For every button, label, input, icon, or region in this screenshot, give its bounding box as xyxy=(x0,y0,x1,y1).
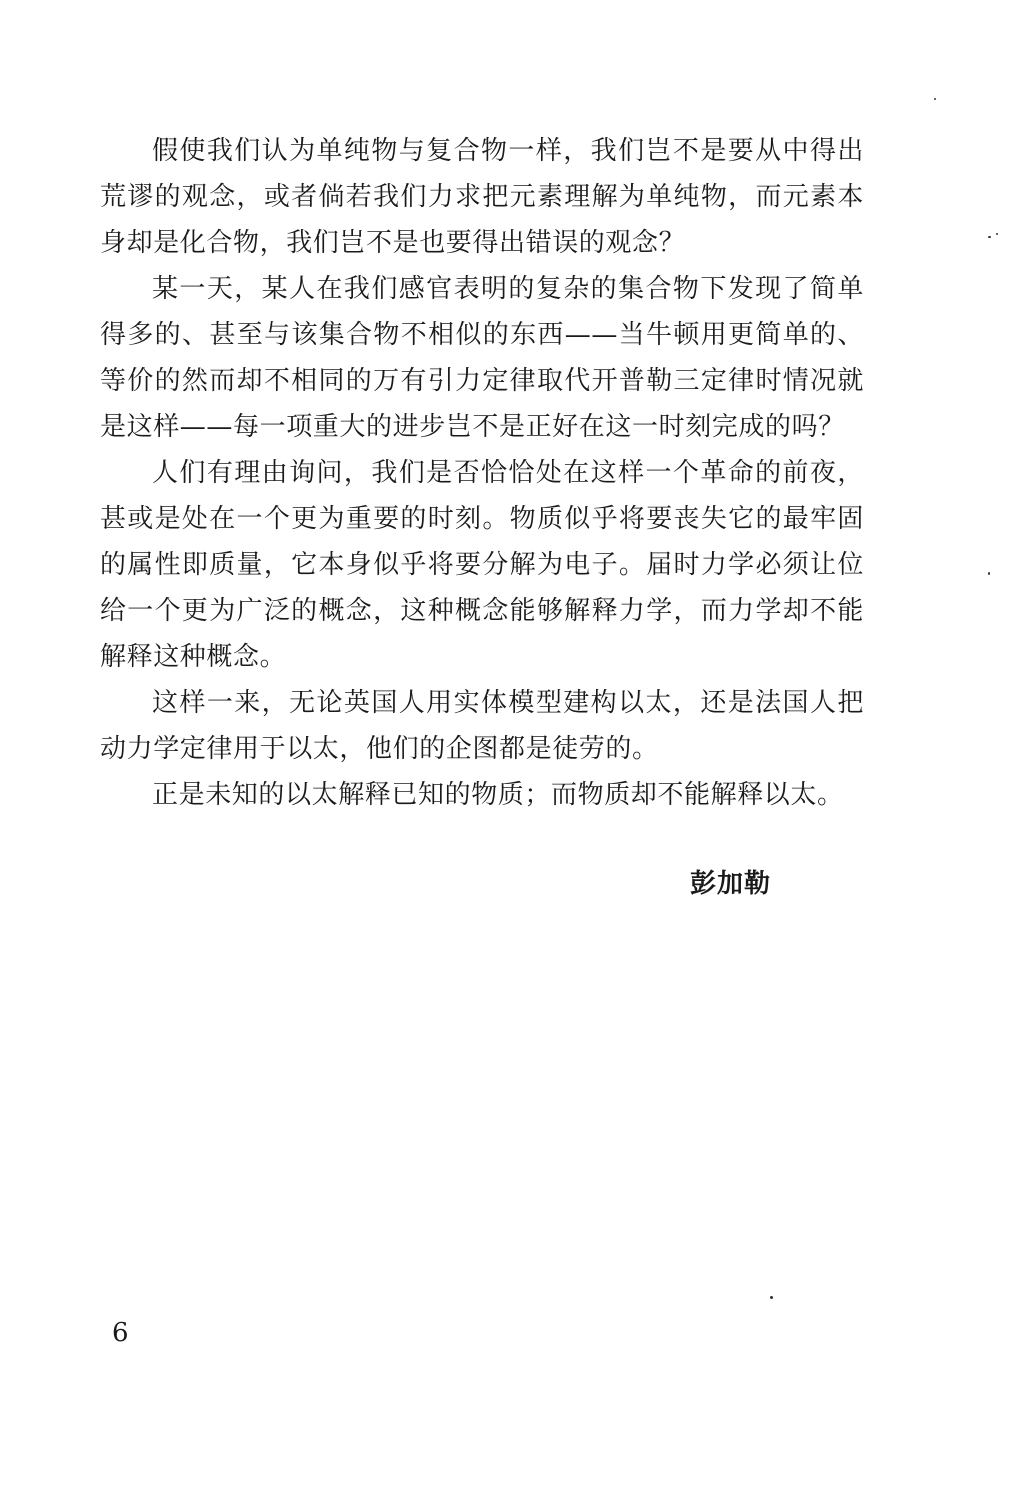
paragraph-1-line-3: 身却是化合物，我们岂不是也要得出错误的观念？ xyxy=(100,228,686,258)
paragraph-4-line-2: 动力学定律用于以太，他们的企图都是徒劳的。 xyxy=(100,734,659,764)
scan-speck xyxy=(996,233,998,235)
paragraph-3-line-2: 甚或是处在一个更为重要的时刻。物质似乎将要丧失它的最牢固 xyxy=(100,504,864,534)
paragraph-4-line-1: 这样一来，无论英国人用实体模型建构以太，还是法国人把 xyxy=(152,688,864,718)
paragraph-2-line-4: 是这样——每一项重大的进步岂不是正好在这一时刻完成的吗？ xyxy=(100,412,845,442)
page-number: 6 xyxy=(112,1318,129,1348)
paragraph-1-line-1: 假使我们认为单纯物与复合物一样，我们岂不是要从中得出 xyxy=(152,136,864,166)
paragraph-2-line-1: 某一天，某人在我们感官表明的复杂的集合物下发现了简单 xyxy=(152,274,864,304)
scan-speck xyxy=(988,572,990,575)
paragraph-3-line-3: 的属性即质量，它本身似乎将要分解为电子。届时力学必须让位 xyxy=(100,550,864,580)
paragraph-3-line-5: 解释这种概念。 xyxy=(100,642,287,672)
paragraph-2-line-3: 等价的然而却不相同的万有引力定律取代开普勒三定律时情况就 xyxy=(100,366,864,396)
paragraph-1-line-2: 荒谬的观念，或者倘若我们力求把元素理解为单纯物，而元素本 xyxy=(100,182,864,212)
author-signature: 彭加勒 xyxy=(690,869,772,899)
paragraph-3-line-4: 给一个更为广泛的概念，这种概念能够解释力学，而力学却不能 xyxy=(100,596,864,626)
paragraph-2-line-2: 得多的、甚至与该集合物不相似的东西——当牛顿用更简单的、 xyxy=(100,320,864,350)
scan-speck xyxy=(934,98,936,100)
paragraph-5-line-1: 正是未知的以太解释已知的物质；而物质却不能解释以太。 xyxy=(152,780,844,810)
body-text xyxy=(100,128,864,818)
paragraph-3-line-1: 人们有理由询问，我们是否恰恰处在这样一个革命的前夜， xyxy=(152,458,864,488)
scan-speck xyxy=(988,236,991,238)
scan-speck xyxy=(770,1296,773,1299)
